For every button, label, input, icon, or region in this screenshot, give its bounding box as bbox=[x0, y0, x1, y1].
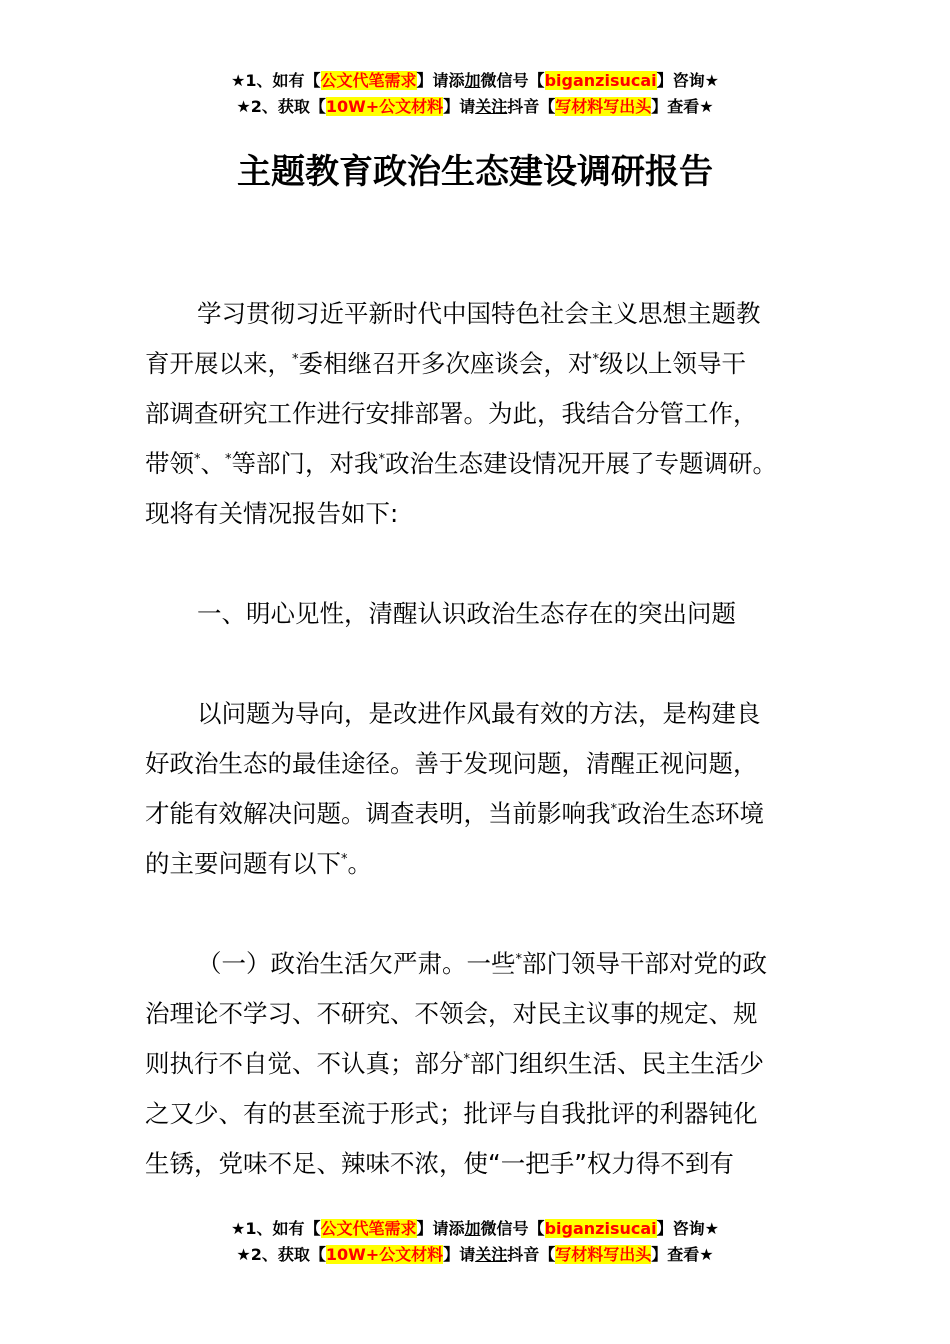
p1-l4-c: 等部门，对我 bbox=[231, 449, 379, 478]
paragraph-problems bbox=[145, 689, 825, 889]
placeholder-mark: * bbox=[292, 352, 299, 367]
p1-l2-b: 委相继召开多次座谈会，对 bbox=[298, 349, 593, 378]
placeholder-mark: * bbox=[463, 1052, 470, 1067]
header-line2-underline: 关注 bbox=[475, 97, 508, 116]
p3-line-4: 之又少、有的甚至流于形式；批评与自我批评的利器钝化 bbox=[145, 1099, 758, 1128]
placeholder-mark: * bbox=[515, 952, 522, 967]
footer-line1-underline: 加 bbox=[464, 1219, 481, 1238]
footer-line2-underline: 关注 bbox=[475, 1245, 508, 1264]
placeholder-mark: * bbox=[341, 852, 348, 867]
footer-line2-mid-1: 】请 bbox=[443, 1245, 476, 1264]
placeholder-mark: * bbox=[610, 802, 617, 817]
p1-l2-a: 育开展以来， bbox=[145, 349, 292, 378]
p1-line-3: 部调查研究工作进行安排部署。为此，我结合分管工作， bbox=[145, 399, 758, 428]
paragraph-political-life bbox=[145, 939, 825, 1189]
p2-line-2: 好政治生态的最佳途径。善于发现问题，清醒正视问题， bbox=[145, 749, 758, 778]
p3-l1-a: （一）政治生活欠严肃。一些 bbox=[197, 949, 516, 978]
header-line1-prefix: ★1、如有【 bbox=[231, 71, 321, 90]
document-title: 主题教育政治生态建设调研报告 bbox=[237, 152, 713, 192]
header-line2-prefix: ★2、获取【 bbox=[236, 97, 326, 116]
footer-line1-prefix: ★1、如有【 bbox=[231, 1219, 321, 1238]
p2-line-3 bbox=[145, 789, 825, 839]
footer-line-1 bbox=[0, 1216, 950, 1242]
footer-line-2 bbox=[0, 1242, 950, 1268]
p2-l4-b: 。 bbox=[347, 849, 372, 878]
p1-l4-a: 带领 bbox=[145, 449, 194, 478]
p1-l4-b: 、 bbox=[200, 449, 225, 478]
p1-l2-c: 级以上领导干 bbox=[599, 349, 746, 378]
footer-line1-mid-2: 微信号【 bbox=[480, 1219, 545, 1238]
header-line2-highlight-1: 10W+公文材料 bbox=[325, 97, 444, 116]
header-line1-suffix: 】咨询★ bbox=[656, 71, 719, 90]
p1-line-5: 现将有关情况报告如下: bbox=[145, 499, 399, 528]
footer-line2-prefix: ★2、获取【 bbox=[236, 1245, 326, 1264]
p1-line-2 bbox=[145, 339, 825, 389]
p3-l3-a: 则执行不自觉、不认真；部分 bbox=[145, 1049, 464, 1078]
document-body bbox=[145, 289, 825, 1189]
header-line-1 bbox=[0, 68, 950, 94]
placeholder-mark: * bbox=[194, 452, 201, 467]
p2-line-1: 以问题为导向，是改进作风最有效的方法，是构建良 bbox=[197, 699, 761, 728]
heading-1-text: 一、明心见性，清醒认识政治生态存在的突出问题 bbox=[197, 599, 736, 628]
header-line1-highlight-2: biganzisucai bbox=[544, 71, 657, 90]
p3-line-3 bbox=[145, 1039, 825, 1089]
p2-l3-a: 才能有效解决问题。调查表明，当前影响我 bbox=[145, 799, 611, 828]
p3-l1-b: 部门领导干部对党的政 bbox=[522, 949, 767, 978]
footer-banner bbox=[0, 1216, 950, 1268]
p1-line-1: 学习贯彻习近平新时代中国特色社会主义思想主题教 bbox=[197, 299, 761, 328]
p3-line-2: 治理论不学习、不研究、不领会，对民主议事的规定、规 bbox=[145, 999, 758, 1028]
header-banner bbox=[0, 68, 950, 120]
footer-line1-mid-1: 】请添 bbox=[416, 1219, 465, 1238]
footer-line2-suffix: 】查看★ bbox=[651, 1245, 714, 1264]
p3-line-5: 生锈，党味不足、辣味不浓，使“一把手”权力得不到有 bbox=[145, 1149, 734, 1178]
p2-l4-a: 的主要问题有以下 bbox=[145, 849, 341, 878]
footer-line1-suffix: 】咨询★ bbox=[656, 1219, 719, 1238]
header-line-2 bbox=[0, 94, 950, 120]
p1-l4-d: 政治生态建设情况开展了专题调研。 bbox=[385, 449, 777, 478]
placeholder-mark: * bbox=[378, 452, 385, 467]
p3-l3-b: 部门组织生活、民主生活少 bbox=[470, 1049, 764, 1078]
p2-l3-b: 政治生态环境 bbox=[617, 799, 764, 828]
header-line1-highlight-1: 公文代笔需求 bbox=[320, 71, 417, 90]
footer-line2-highlight-2: 写材料写出头 bbox=[555, 1245, 652, 1264]
footer-line1-highlight-1: 公文代笔需求 bbox=[320, 1219, 417, 1238]
placeholder-mark: * bbox=[225, 452, 232, 467]
section-heading-1 bbox=[145, 589, 825, 639]
p1-line-4 bbox=[145, 439, 825, 489]
header-line1-mid-1: 】请添 bbox=[416, 71, 465, 90]
footer-line2-mid-2: 抖音【 bbox=[507, 1245, 556, 1264]
p3-line-1 bbox=[145, 939, 825, 989]
placeholder-mark: * bbox=[592, 352, 599, 367]
footer-line2-highlight-1: 10W+公文材料 bbox=[325, 1245, 444, 1264]
header-line1-underline: 加 bbox=[464, 71, 481, 90]
paragraph-intro bbox=[145, 289, 825, 539]
header-line1-mid-2: 微信号【 bbox=[480, 71, 545, 90]
footer-line1-highlight-2: biganzisucai bbox=[544, 1219, 657, 1238]
header-line2-suffix: 】查看★ bbox=[651, 97, 714, 116]
header-line2-mid-2: 抖音【 bbox=[507, 97, 556, 116]
header-line2-mid-1: 】请 bbox=[443, 97, 476, 116]
p2-line-4 bbox=[145, 839, 825, 889]
header-line2-highlight-2: 写材料写出头 bbox=[555, 97, 652, 116]
